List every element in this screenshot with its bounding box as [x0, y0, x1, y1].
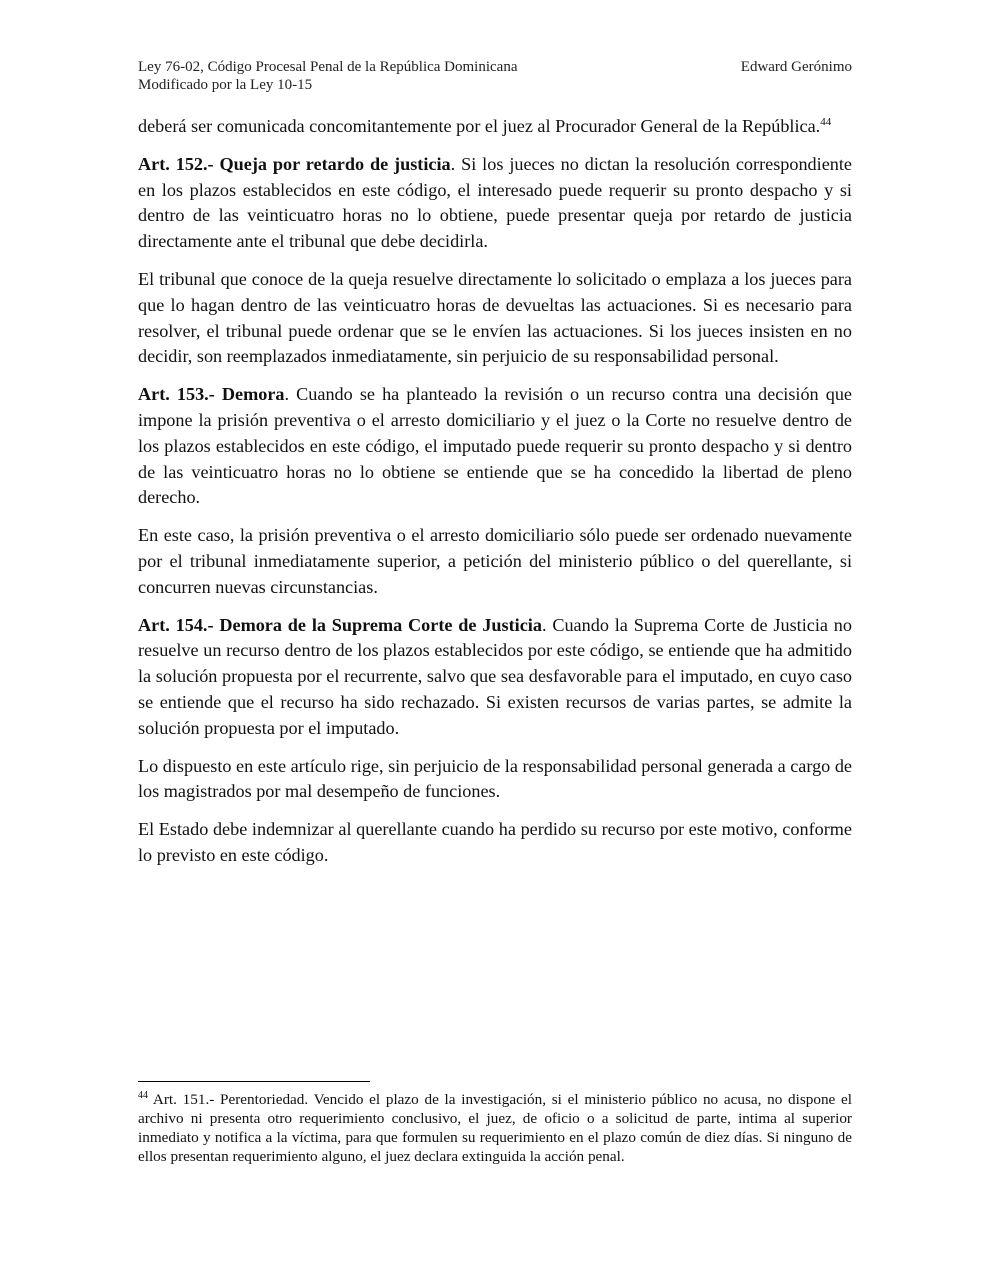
header-modification: Modificado por la Ley 10-15	[138, 77, 313, 93]
header-row-2	[138, 76, 852, 94]
footnote-separator	[138, 1081, 370, 1082]
header-row-1	[138, 58, 852, 76]
paragraph-continuation: deberá ser comunicada concomitantemente por el juez al Procurador General de la República.$^{44}$	[138, 115, 832, 136]
page-header	[138, 58, 852, 94]
article-153-title: Art. 153.- Demora	[138, 384, 285, 405]
article-153-text: . Cuando se ha planteado la revisión o un recurso contra una decisión que impone la prisión preventiva o el arresto domiciliario y el juez o la Corte no resuelve dentro de los plazos establecidos en este código, el imputado puede requerir su pronto despacho y si dentro de las veinticuatro horas no lo obtiene se entiende que se ha concedido la libertad de pleno derecho.	[138, 384, 852, 508]
footnote-reference[interactable]: 44	[820, 115, 832, 128]
article-153	[138, 382, 852, 511]
header-law-title: Ley 76-02, Código Procesal Penal de la República Dominicana	[138, 59, 518, 75]
article-152-title: Art. 152.- Queja por retardo de justicia	[138, 153, 451, 174]
document-body	[138, 114, 852, 881]
article-152	[138, 152, 852, 255]
paragraph-responsabilidad: Lo dispuesto en este artículo rige, sin perjuicio de la responsabilidad personal generada a cargo de los magistrados por mal desempeño de funciones.	[138, 755, 852, 802]
article-154-text: . Cuando la Suprema Corte de Justicia no resuelve un recurso dentro de los plazos establecidos por este código, se entiende que ha admitido la solución propuesta por el recurrente, salvo que sea desfavorable para el imputado, en cuyo caso se entiende que el recurso ha sido rechazado. Si existen recursos de varias partes, se admite la solución propuesta por el imputado.	[138, 614, 852, 738]
paragraph-indemnizacion: El Estado debe indemnizar al querellante cuando ha perdido su recurso por este motivo, conforme lo previsto en este código.	[138, 819, 852, 865]
article-154-title: Art. 154.- Demora de la Suprema Corte de Justicia	[138, 614, 542, 635]
footnote-text: Art. 151.- Perentoriedad. Vencido el plazo de la investigación, si el ministerio público no acusa, no dispone el archivo ni presenta otro requerimiento conclusivo, el juez, de oficio o a solicitud de parte, intima al superior inmediato y notifica a la víctima, para que formulen su requerimiento en el plazo común de diez días. Si ninguno de ellos presentan requerimiento alguno, el juez declara extinguida la acción penal.	[138, 1091, 852, 1165]
paragraph-tribunal-queja: El tribunal que conoce de la queja resuelve directamente lo solicitado o emplaza a los jueces para que lo hagan dentro de las veinticuatro horas de devueltas las actuaciones. Si es necesario para resolver, el tribunal puede ordenar que se le envíen las actuaciones. Si los jueces insisten en no decidir, son reemplazados inmediatamente, sin perjuicio de su responsabilidad personal.	[138, 268, 852, 367]
paragraph-prision-preventiva: En este caso, la prisión preventiva o el arresto domiciliario sólo puede ser ordenado nuevamente por el tribunal inmediatamente superior, a petición del ministerio público o del querellante, si concurren nuevas circunstancias.	[138, 525, 852, 597]
header-author: Edward Gerónimo	[740, 59, 852, 75]
footnote-number: 44	[138, 1089, 148, 1101]
article-154	[138, 613, 852, 742]
article-152-text: . Si los jueces no dictan la resolución correspondiente en los plazos establecidos en este código, el interesado puede requerir su pronto despacho y si dentro de las veinticuatro horas no lo obtiene, puede presentar queja por retardo de justicia directamente ante el tribunal que debe decidirla.	[138, 153, 852, 252]
footnote	[138, 1090, 852, 1166]
